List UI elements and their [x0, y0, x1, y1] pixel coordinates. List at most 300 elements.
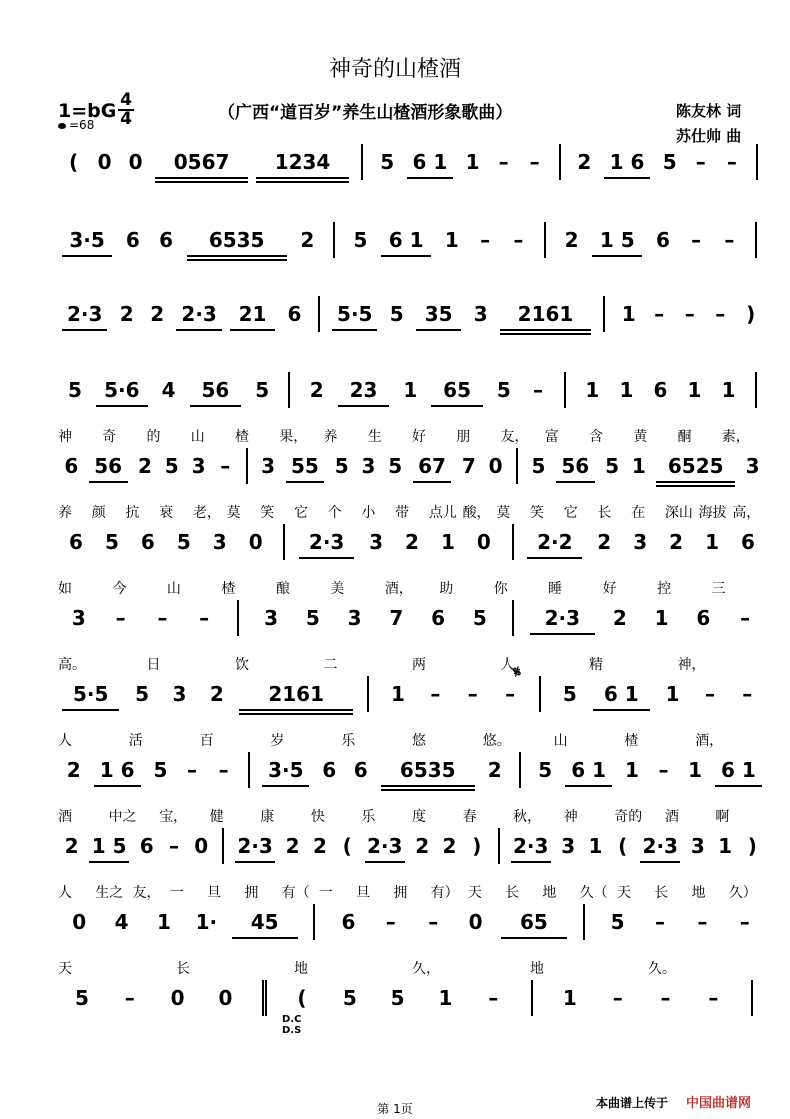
note: 0: [488, 454, 503, 478]
bar-line: [512, 600, 514, 636]
lyric-syllable: 黄: [633, 429, 648, 445]
note: 4: [114, 910, 129, 934]
note: –: [168, 834, 179, 858]
note: 7: [461, 454, 476, 478]
note: 5: [164, 454, 179, 478]
lyric-syllable: 酿: [275, 581, 290, 597]
lyric-syllable: 有（: [281, 885, 310, 901]
lyric-line: [52, 426, 770, 448]
note: 0: [170, 986, 185, 1010]
note: 1 6: [609, 150, 645, 174]
note: 5: [538, 758, 553, 782]
note: 5: [153, 758, 168, 782]
beam-underline-double: [381, 789, 475, 791]
note: –: [742, 682, 753, 706]
note: 5: [605, 454, 620, 478]
lyric-syllable: 三: [711, 581, 726, 597]
beam-underline: [715, 785, 762, 787]
beam-underline-double: [256, 181, 349, 183]
note: 1: [391, 682, 405, 706]
lyric-syllable: 深山: [664, 505, 693, 521]
notation-line: [52, 986, 770, 1026]
lyric-syllable: 天: [616, 885, 631, 901]
note: –: [697, 910, 708, 934]
note: 21: [238, 302, 267, 326]
subtitle: （广西“道百岁”养生山楂酒形象歌曲）: [218, 103, 513, 123]
lyric-syllable: 久，: [412, 961, 440, 977]
lyric-syllable: 如: [58, 581, 72, 597]
note: 5: [104, 530, 119, 554]
lyric-syllable: 山: [166, 581, 181, 597]
note: 6: [431, 606, 446, 630]
bar-line: [539, 676, 541, 712]
lyric-syllable: 酸，: [462, 505, 491, 521]
note: 5: [334, 454, 349, 478]
note: 2: [564, 228, 579, 252]
beam-underline: [190, 405, 242, 407]
lyric-syllable: 助: [439, 581, 454, 597]
note: 3: [369, 530, 383, 554]
note: 0: [97, 150, 112, 174]
note: 1 6: [99, 758, 135, 782]
lyric-syllable: 乐: [361, 809, 376, 825]
note: 5: [531, 454, 546, 478]
lyric-syllable: 健: [209, 809, 224, 825]
beam-underline: [230, 329, 275, 331]
notation-line: [52, 758, 770, 798]
tempo-mark: [58, 118, 94, 132]
bar-line: [564, 372, 566, 408]
note: 6: [139, 834, 154, 858]
lyric-syllable: 活: [128, 733, 143, 749]
note: 3: [264, 606, 278, 630]
note: 5: [68, 378, 82, 402]
bar-line: [583, 904, 585, 940]
lyric-syllable: 生之: [95, 885, 124, 901]
note: 56: [201, 378, 230, 402]
lyric-syllable: 友，: [500, 429, 529, 445]
beam-underline-double: [656, 485, 735, 487]
note: 3: [473, 302, 488, 326]
lyric-syllable: 它: [294, 505, 308, 521]
beam-underline: [511, 861, 551, 863]
lyric-line: [52, 958, 770, 980]
lyric-syllable: 春: [462, 809, 477, 825]
note: –: [488, 986, 499, 1010]
note: 2: [150, 302, 165, 326]
note: –: [428, 910, 439, 934]
lyric-syllable: 地: [530, 961, 544, 977]
note: –: [529, 150, 540, 174]
beam-underline: [431, 405, 483, 407]
note: –: [505, 682, 516, 706]
note: 6: [140, 530, 155, 554]
note: 3: [172, 682, 187, 706]
note: 0: [194, 834, 209, 858]
note: 2·3: [512, 834, 549, 858]
lyric-syllable: 久）: [728, 885, 757, 901]
note: 6 1: [720, 758, 756, 782]
lyric-syllable: 友，: [132, 885, 161, 901]
bar-line: [313, 904, 315, 940]
note: 0: [128, 150, 143, 174]
note: 6: [341, 910, 356, 934]
lyric-syllable: 抗: [125, 505, 140, 521]
note: –: [726, 150, 737, 174]
note: 65: [519, 910, 548, 934]
note: –: [740, 606, 751, 630]
note: 3: [191, 454, 206, 478]
note: 1 5: [599, 228, 635, 252]
bar-line: [361, 144, 363, 180]
dc-ds-mark: [282, 1014, 301, 1036]
note: 2: [312, 834, 327, 858]
note: 1: [585, 378, 600, 402]
lyric-syllable: 养: [323, 429, 338, 445]
note: –: [655, 910, 665, 934]
note: 2·3: [642, 834, 678, 858]
note: 65: [443, 378, 472, 402]
bar-line: [288, 372, 290, 408]
bar-line: [516, 448, 518, 484]
note: 5: [389, 302, 404, 326]
note: 45: [250, 910, 279, 934]
note: 5: [380, 150, 395, 174]
note: 2·3: [544, 606, 581, 630]
note: –: [654, 302, 665, 326]
note: 5: [496, 378, 511, 402]
dc-mark: D.C: [282, 1014, 302, 1025]
note: –: [691, 228, 702, 252]
lyric-syllable: 睡: [548, 581, 563, 597]
beam-underline: [604, 177, 650, 179]
note: –: [704, 682, 715, 706]
note: 6: [696, 606, 711, 630]
lyric-syllable: 果，: [279, 429, 308, 445]
note: –: [480, 228, 491, 252]
lyric-syllable: 人: [58, 733, 72, 749]
note: 1: [688, 758, 702, 782]
note: 6 1: [412, 150, 448, 174]
note: 1: [403, 378, 418, 402]
bar-line: [755, 372, 757, 408]
note: 2: [138, 454, 152, 478]
note: 6: [125, 228, 140, 252]
beam-underline: [299, 557, 354, 559]
note: 0: [72, 910, 87, 934]
beam-underline: [96, 405, 148, 407]
bar-line: [544, 222, 546, 258]
lyric-syllable: 旦: [207, 885, 222, 901]
beam-underline: [565, 785, 612, 787]
notation-line: [52, 378, 770, 418]
lyric-syllable: 有）: [430, 885, 459, 901]
note: 3: [361, 454, 376, 478]
lyric-syllable: 饮: [235, 657, 249, 673]
beam-underline: [640, 861, 680, 863]
note: 7: [389, 606, 404, 630]
note: (: [68, 150, 79, 174]
lyric-syllable: 神，: [677, 657, 706, 673]
note: –: [612, 986, 623, 1010]
lyric-syllable: 它: [563, 505, 578, 521]
lyric-syllable: 快: [310, 809, 325, 825]
note: 0: [476, 530, 491, 554]
lyric-syllable: 个: [327, 505, 342, 521]
note: 6: [741, 530, 755, 554]
lyric-syllable: 宝，: [159, 809, 188, 825]
beam-underline: [530, 633, 595, 635]
beam-underline: [89, 481, 128, 483]
note: 5: [176, 530, 191, 554]
note: 3: [633, 530, 648, 554]
note: 6 1: [603, 682, 639, 706]
beam-underline: [286, 481, 325, 483]
beam-underline: [187, 255, 287, 257]
note: 6525: [667, 454, 724, 478]
note: –: [739, 910, 750, 934]
note: 2: [285, 834, 300, 858]
lyric-syllable: 长: [654, 885, 669, 901]
lyric-syllable: 的: [146, 429, 161, 445]
bar-line: [283, 524, 285, 560]
bar-line: [531, 980, 533, 1016]
lyric-syllable: 一: [169, 885, 184, 901]
lyric-line: [52, 654, 770, 676]
note: –: [124, 986, 135, 1010]
time-bottom: 4: [118, 109, 134, 128]
lyricist: 陈友林 词: [676, 102, 742, 120]
bar-line: [559, 144, 561, 180]
note: –: [498, 150, 509, 174]
note: –: [695, 150, 706, 174]
note: 6: [159, 228, 173, 252]
note: 1: [624, 758, 639, 782]
key-signature: 1=bG: [58, 100, 117, 122]
beam-underline: [365, 861, 405, 863]
bar-line: [519, 752, 521, 788]
note: 56: [561, 454, 590, 478]
notation-line: [52, 910, 770, 950]
lyric-syllable: 莫: [226, 505, 241, 521]
lyric-syllable: 楂: [235, 429, 249, 445]
note: 3: [690, 834, 705, 858]
lyric-syllable: 岁: [270, 733, 285, 749]
notation-line: [52, 606, 770, 646]
notation-line: [52, 682, 770, 722]
lyric-syllable: 旦: [356, 885, 371, 901]
note: –: [220, 454, 231, 478]
note: 56: [94, 454, 123, 478]
note: 0: [248, 530, 263, 554]
beam-underline: [592, 255, 642, 257]
note: 1: [687, 378, 702, 402]
lyric-syllable: 小: [361, 505, 376, 521]
bar-line: [756, 144, 758, 180]
note: 0567: [173, 150, 230, 174]
note: 67: [418, 454, 446, 478]
lyric-syllable: 高。: [58, 657, 86, 673]
lyric-syllable: 酒: [664, 809, 679, 825]
note: 2: [577, 150, 592, 174]
note: 35: [424, 302, 453, 326]
beam-underline: [593, 709, 650, 711]
note: 5: [135, 682, 150, 706]
note: 2: [66, 758, 81, 782]
beam-underline: [332, 329, 377, 331]
lyric-syllable: 一: [318, 885, 333, 901]
lyric-syllable: 控: [657, 581, 672, 597]
beam-underline: [62, 709, 119, 711]
beam-underline: [232, 937, 298, 939]
note: 5: [255, 378, 270, 402]
note: 0: [468, 910, 483, 934]
lyric-syllable: 奇的: [614, 809, 643, 825]
note: 3: [261, 454, 276, 478]
tempo-value: =68: [69, 118, 95, 132]
beam-underline: [501, 937, 567, 939]
note: 6: [287, 302, 302, 326]
note: 5: [472, 606, 487, 630]
lyric-syllable: 长: [505, 885, 520, 901]
note: 6535: [399, 758, 456, 782]
lyric-syllable: 酒，: [384, 581, 413, 597]
lyric-syllable: 山: [190, 429, 205, 445]
notation-line: [52, 834, 770, 874]
beam-underline: [256, 177, 349, 179]
note: –: [658, 758, 669, 782]
note: –: [187, 758, 198, 782]
lyric-syllable: 久。: [648, 961, 676, 977]
lyric-syllable: 富: [544, 429, 559, 445]
lyric-syllable: 养: [58, 505, 72, 521]
lyric-syllable: 老，: [192, 505, 221, 521]
bar-line: [318, 296, 320, 332]
beam-underline: [527, 557, 582, 559]
page-number: 第 1页: [377, 1102, 413, 1116]
lyric-syllable: 海拔: [698, 505, 727, 521]
note: –: [115, 606, 126, 630]
note: 2: [309, 378, 324, 402]
note: 1: [157, 910, 171, 934]
note: 3: [745, 454, 760, 478]
note: 4: [161, 378, 176, 402]
notation-line: [52, 530, 770, 570]
lyric-syllable: 长: [597, 505, 612, 521]
note: 2: [209, 682, 224, 706]
note: 1234: [274, 150, 331, 174]
lyric-syllable: 地: [294, 961, 308, 977]
bar-line: [751, 980, 753, 1016]
note: 1: [621, 302, 636, 326]
lyric-syllable: 酮: [677, 429, 692, 445]
note: 1: [654, 606, 669, 630]
note: 5: [662, 150, 677, 174]
bar-line: [237, 600, 239, 636]
note: 1: [438, 986, 453, 1010]
note: 5: [353, 228, 368, 252]
note: 2: [64, 834, 79, 858]
note: –: [660, 986, 671, 1010]
note: 1: [705, 530, 720, 554]
bar-line: [222, 828, 224, 864]
note: –: [532, 378, 543, 402]
beam-underline: [407, 177, 453, 179]
lyric-syllable: 山: [553, 733, 568, 749]
lyric-syllable: 两: [412, 657, 426, 673]
note: 1·: [195, 910, 218, 934]
note: 6: [353, 758, 368, 782]
composer: 苏仕帅 曲: [676, 127, 742, 145]
beam-underline-double: [155, 181, 248, 183]
lyric-syllable: 好: [412, 429, 426, 445]
beam-underline: [556, 481, 595, 483]
note: 2·3: [366, 834, 403, 858]
note: 5·6: [104, 378, 140, 402]
note: 1: [562, 986, 577, 1010]
lyric-syllable: 中之: [108, 809, 137, 825]
note: –: [513, 228, 524, 252]
lyric-line: [52, 882, 770, 904]
note: 2: [612, 606, 627, 630]
lyric-syllable: 地: [691, 885, 706, 901]
lyric-syllable: 笑: [260, 505, 275, 521]
lyric-syllable: 奇: [102, 429, 117, 445]
note: 1: [440, 530, 455, 554]
lyric-syllable: 人: [58, 885, 72, 901]
note: 6: [64, 454, 79, 478]
note: 5: [388, 454, 403, 478]
lyric-syllable: 衰: [159, 505, 174, 521]
bar-line: [755, 222, 757, 258]
beam-underline: [656, 481, 735, 483]
note: 6 1: [571, 758, 606, 782]
lyric-syllable: 带: [395, 505, 410, 521]
lyric-syllable: 好: [602, 581, 617, 597]
lyric-syllable: 拥: [244, 885, 259, 901]
lyric-syllable: 悠: [412, 733, 426, 749]
beam-underline: [155, 177, 248, 179]
lyric-syllable: 莫: [496, 505, 511, 521]
beam-underline-double: [239, 713, 352, 715]
lyric-syllable: 天: [58, 961, 72, 977]
lyric-syllable: 含: [589, 429, 603, 445]
lyric-syllable: 神: [563, 809, 578, 825]
note: ): [746, 302, 756, 326]
note: ): [472, 834, 482, 858]
note: 23: [349, 378, 378, 402]
lyric-syllable: 度: [412, 809, 426, 825]
beam-underline: [338, 405, 390, 407]
note: –: [157, 606, 168, 630]
note: 1: [465, 150, 480, 174]
note: 5: [305, 606, 320, 630]
ds-mark: D.S: [282, 1025, 302, 1036]
note: 1: [619, 378, 634, 402]
upload-note: 本曲谱上传于: [596, 1096, 669, 1110]
note: 5: [562, 682, 577, 706]
beam-underline-double: [187, 259, 287, 261]
lyric-syllable: 生: [367, 429, 382, 445]
lyric-syllable: 乐: [341, 733, 356, 749]
note: 5: [610, 910, 625, 934]
lyric-syllable: 地: [542, 885, 557, 901]
note: –: [199, 606, 210, 630]
note: 6: [655, 228, 670, 252]
site-logo: 中国曲谱网: [686, 1096, 752, 1111]
beam-underline: [262, 785, 309, 787]
note: 2·3: [308, 530, 345, 554]
